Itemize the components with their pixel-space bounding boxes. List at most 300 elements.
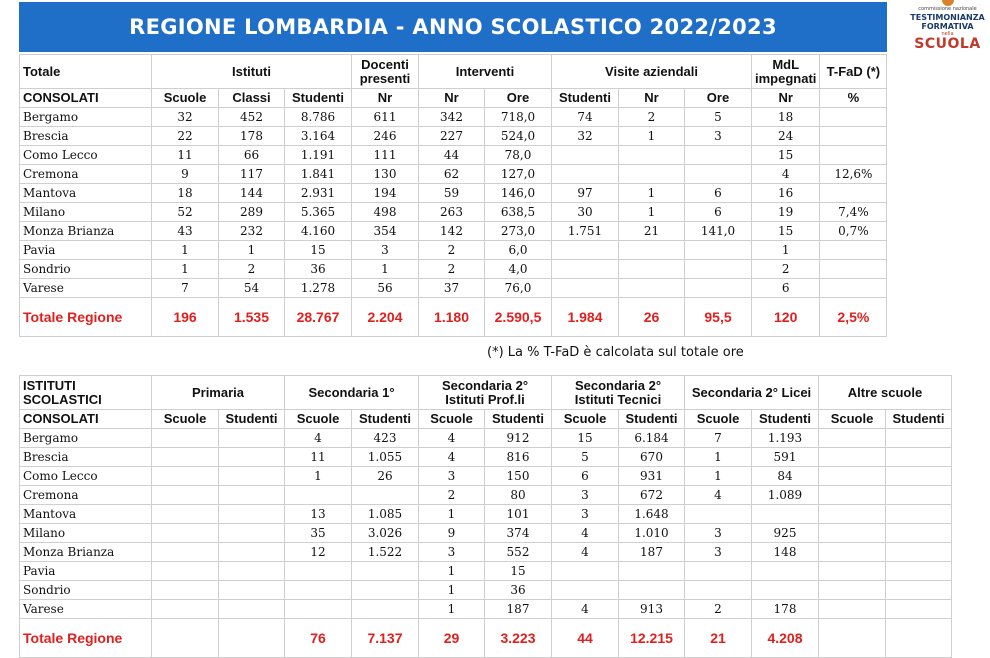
row-label: Pavia (20, 562, 152, 581)
table-row (20, 222, 887, 241)
table-cell: 117 (219, 165, 285, 184)
table-cell (619, 260, 685, 279)
table-cell: 148 (752, 543, 819, 562)
table-cell: 15 (552, 429, 619, 448)
table-cell (352, 581, 419, 600)
total-row (20, 298, 887, 337)
table-cell: 15 (485, 562, 552, 581)
table-cell (886, 600, 952, 619)
table-cell: 21 (619, 222, 685, 241)
table-cell: 4 (552, 543, 619, 562)
total-cell: 2,5% (820, 298, 887, 337)
table-cell: 1 (619, 203, 685, 222)
header-totale: Totale (20, 55, 152, 89)
table-cell: 1 (752, 241, 820, 260)
table-cell (285, 600, 352, 619)
table-cell: 7 (685, 429, 752, 448)
table-cell: 1 (619, 127, 685, 146)
table-cell (886, 581, 952, 600)
row-label: Varese (20, 600, 152, 619)
table-cell (619, 241, 685, 260)
header-sec2-prof: Secondaria 2° Istituti Prof.li (419, 376, 552, 410)
table-cell (820, 260, 887, 279)
subheader-studenti: Studenti (619, 410, 685, 429)
total-cell: 12.215 (619, 619, 685, 658)
table-cell (619, 279, 685, 298)
total-cell: 2.590,5 (485, 298, 552, 337)
row-label: Monza Brianza (20, 222, 152, 241)
table-cell (619, 562, 685, 581)
table-row (20, 448, 952, 467)
table-row (20, 505, 952, 524)
table-cell (152, 467, 219, 486)
table-cell (219, 505, 285, 524)
table-cell: 1 (152, 241, 219, 260)
table-cell: 611 (352, 108, 419, 127)
table-cell: 62 (419, 165, 485, 184)
table-cell: 1.841 (285, 165, 352, 184)
total-cell (152, 619, 219, 658)
total-cell: 1.984 (552, 298, 619, 337)
table-row (20, 260, 887, 279)
table-cell (685, 146, 752, 165)
table-cell: 6,0 (485, 241, 552, 260)
table-cell (352, 486, 419, 505)
table-cell: 3 (419, 467, 485, 486)
table-cell (552, 581, 619, 600)
table-cell: 4 (552, 600, 619, 619)
table-cell (219, 524, 285, 543)
total-cell: 120 (752, 298, 820, 337)
subheader-studenti: Studenti (752, 410, 819, 429)
row-label: Bergamo (20, 108, 152, 127)
row-label: Brescia (20, 448, 152, 467)
table-cell (152, 505, 219, 524)
table-cell: 127,0 (485, 165, 552, 184)
subheader-scuole: Scuole (285, 410, 352, 429)
table-cell (819, 429, 886, 448)
table-cell: 1.522 (352, 543, 419, 562)
table-cell (820, 146, 887, 165)
table-cell: 1 (419, 581, 485, 600)
subheader-studenti: Studenti (352, 410, 419, 429)
table-cell: 3 (552, 486, 619, 505)
total-cell: 3.223 (485, 619, 552, 658)
table-cell: 178 (219, 127, 285, 146)
table-cell: 30 (552, 203, 619, 222)
logo-small-text: commissione nazionale (918, 6, 977, 12)
table-cell: 232 (219, 222, 285, 241)
table-cell: 1 (685, 467, 752, 486)
table-cell: 452 (219, 108, 285, 127)
table-cell: 78,0 (485, 146, 552, 165)
table-cell (152, 600, 219, 619)
subheader-studenti: Studenti (219, 410, 285, 429)
table-cell: 80 (485, 486, 552, 505)
table-cell: 150 (485, 467, 552, 486)
table-cell (152, 429, 219, 448)
logo-small-text2: nella (941, 31, 954, 37)
table-cell: 84 (752, 467, 819, 486)
table-cell (819, 505, 886, 524)
table-cell (819, 543, 886, 562)
table-cell (685, 581, 752, 600)
table-cell (219, 486, 285, 505)
table-cell (685, 165, 752, 184)
table-cell: 16 (752, 184, 820, 203)
table-cell (685, 562, 752, 581)
table-cell: 3 (419, 543, 485, 562)
table-cell: 76,0 (485, 279, 552, 298)
table-cell: 130 (352, 165, 419, 184)
table-row (20, 600, 952, 619)
activity-table-body (20, 108, 887, 337)
table-cell: 15 (752, 146, 820, 165)
table-cell: 2 (752, 260, 820, 279)
table-cell (285, 581, 352, 600)
table-cell: 101 (485, 505, 552, 524)
table-cell: 6 (685, 184, 752, 203)
table-cell (820, 127, 887, 146)
total-label: Totale Regione (20, 298, 152, 337)
table-cell: 524,0 (485, 127, 552, 146)
table-cell: 32 (552, 127, 619, 146)
table-cell: 3 (552, 505, 619, 524)
table-cell (552, 260, 619, 279)
table-cell (819, 486, 886, 505)
table-row (20, 108, 887, 127)
total-cell (819, 619, 886, 658)
table-cell (886, 467, 952, 486)
table-cell: 6 (685, 203, 752, 222)
schools-subheader-row (20, 410, 952, 429)
table-cell: 7,4% (820, 203, 887, 222)
table-cell: 141,0 (685, 222, 752, 241)
table-cell: 66 (219, 146, 285, 165)
table-cell: 718,0 (485, 108, 552, 127)
row-label: Como Lecco (20, 467, 152, 486)
table-cell: 1 (352, 260, 419, 279)
subheader-studenti: Studenti (485, 410, 552, 429)
table-cell: 3 (685, 543, 752, 562)
table-cell: 1 (219, 241, 285, 260)
total-cell: 95,5 (685, 298, 752, 337)
table-row (20, 467, 952, 486)
table-cell: 59 (419, 184, 485, 203)
table-cell: 1.751 (552, 222, 619, 241)
table-cell (219, 429, 285, 448)
table-cell: 374 (485, 524, 552, 543)
table-cell: 97 (552, 184, 619, 203)
table-cell: 26 (352, 467, 419, 486)
table-cell (819, 581, 886, 600)
table-cell (619, 165, 685, 184)
header-altre-scuole: Altre scuole (819, 376, 952, 410)
header-tfad: T-FaD (*) (820, 55, 887, 89)
logo-line1: TESTIMONIANZA (910, 13, 985, 22)
table-cell: 4 (752, 165, 820, 184)
row-label: Mantova (20, 184, 152, 203)
table-cell: 816 (485, 448, 552, 467)
table-cell (352, 600, 419, 619)
total-cell: 4.208 (752, 619, 819, 658)
table-cell: 35 (285, 524, 352, 543)
table-cell: 3 (685, 524, 752, 543)
table-cell: 2.931 (285, 184, 352, 203)
header-interventi: Interventi (419, 55, 552, 89)
table-cell: 342 (419, 108, 485, 127)
table-cell: 8.786 (285, 108, 352, 127)
row-label: Sondrio (20, 581, 152, 600)
table-cell (352, 562, 419, 581)
table-cell: 1 (419, 600, 485, 619)
total-cell: 21 (685, 619, 752, 658)
table-cell: 194 (352, 184, 419, 203)
table-row (20, 524, 952, 543)
table-cell (552, 146, 619, 165)
table-cell (685, 505, 752, 524)
subheader-visite-ore: Ore (685, 89, 752, 108)
header-docenti: Docenti presenti (352, 55, 419, 89)
table-cell: 5 (552, 448, 619, 467)
table-cell (820, 108, 887, 127)
table-cell: 111 (352, 146, 419, 165)
table-row (20, 184, 887, 203)
table-cell: 4 (419, 429, 485, 448)
table-cell (886, 524, 952, 543)
table-cell (685, 260, 752, 279)
table-cell: 36 (485, 581, 552, 600)
table-cell: 19 (752, 203, 820, 222)
subheader-scuole: Scuole (552, 410, 619, 429)
table-cell: 22 (152, 127, 219, 146)
table-cell: 32 (152, 108, 219, 127)
subheader-studenti: Studenti (285, 89, 352, 108)
table-cell: 354 (352, 222, 419, 241)
header-secondaria1: Secondaria 1° (285, 376, 419, 410)
table-cell: 1.278 (285, 279, 352, 298)
total-cell: 44 (552, 619, 619, 658)
table-cell: 1 (285, 467, 352, 486)
table-row (20, 581, 952, 600)
table-cell: 925 (752, 524, 819, 543)
table-cell: 1.648 (619, 505, 685, 524)
table-cell: 4 (685, 486, 752, 505)
row-label: Cremona (20, 486, 152, 505)
row-label: Varese (20, 279, 152, 298)
table-cell (685, 241, 752, 260)
table-cell (886, 543, 952, 562)
table-cell: 423 (352, 429, 419, 448)
table-cell: 4.160 (285, 222, 352, 241)
header-sec2-licei: Secondaria 2° Licei (685, 376, 819, 410)
table-cell (552, 241, 619, 260)
table-cell (285, 486, 352, 505)
table-cell: 2 (419, 260, 485, 279)
header-visite: Visite aziendali (552, 55, 752, 89)
table-cell: 18 (752, 108, 820, 127)
table-cell: 18 (152, 184, 219, 203)
subheader-mdl-nr: Nr (752, 89, 820, 108)
table-cell: 3.164 (285, 127, 352, 146)
total-cell (886, 619, 952, 658)
table-cell (152, 543, 219, 562)
row-label: Monza Brianza (20, 543, 152, 562)
subheader-scuole: Scuole (819, 410, 886, 429)
table-cell: 1.010 (619, 524, 685, 543)
table-cell (552, 562, 619, 581)
subheader-visite-studenti: Studenti (552, 89, 619, 108)
table-cell: 3 (685, 127, 752, 146)
subheader-consolati: CONSOLATI (20, 410, 152, 429)
table-row (20, 486, 952, 505)
page-title: REGIONE LOMBARDIA - ANNO SCOLASTICO 2022/2023 (19, 2, 887, 52)
table-cell (752, 562, 819, 581)
row-label: Cremona (20, 165, 152, 184)
table-cell: 638,5 (485, 203, 552, 222)
table-cell (819, 600, 886, 619)
table-cell: 6 (552, 467, 619, 486)
table-cell: 4,0 (485, 260, 552, 279)
table-cell: 142 (419, 222, 485, 241)
total-cell (219, 619, 285, 658)
total-cell: 196 (152, 298, 219, 337)
table-cell: 5 (685, 108, 752, 127)
table-cell: 3 (352, 241, 419, 260)
total-cell: 7.137 (352, 619, 419, 658)
table-cell (752, 505, 819, 524)
table-cell: 144 (219, 184, 285, 203)
table-cell: 931 (619, 467, 685, 486)
total-cell: 1.180 (419, 298, 485, 337)
row-label: Bergamo (20, 429, 152, 448)
table-row (20, 146, 887, 165)
total-row (20, 619, 952, 658)
table-cell (152, 524, 219, 543)
row-label: Pavia (20, 241, 152, 260)
table-cell (886, 486, 952, 505)
table-cell: 273,0 (485, 222, 552, 241)
row-label: Mantova (20, 505, 152, 524)
subheader-pct: % (820, 89, 887, 108)
table-cell (819, 562, 886, 581)
total-cell: 1.535 (219, 298, 285, 337)
table-cell: 7 (152, 279, 219, 298)
table-cell: 1.193 (752, 429, 819, 448)
table-cell (219, 581, 285, 600)
table-cell (886, 448, 952, 467)
table-cell: 11 (152, 146, 219, 165)
table-cell: 2 (619, 108, 685, 127)
table-cell (619, 146, 685, 165)
logo-line2: FORMATIVA (921, 22, 974, 31)
table-cell: 4 (552, 524, 619, 543)
table-cell: 2 (219, 260, 285, 279)
table-cell (886, 429, 952, 448)
table-cell (219, 448, 285, 467)
table-cell: 187 (619, 543, 685, 562)
table-cell: 1 (685, 448, 752, 467)
subheader-studenti: Studenti (886, 410, 952, 429)
table-cell (219, 562, 285, 581)
table-cell: 1.089 (752, 486, 819, 505)
total-cell: 29 (419, 619, 485, 658)
table-cell (819, 467, 886, 486)
table-cell: 3.026 (352, 524, 419, 543)
table-cell (152, 448, 219, 467)
table-cell: 2 (419, 241, 485, 260)
table-cell (285, 562, 352, 581)
table-cell: 6 (752, 279, 820, 298)
table-cell (152, 562, 219, 581)
header-sec2-tecnici: Secondaria 2° Istituti Tecnici (552, 376, 685, 410)
table-row (20, 165, 887, 184)
table-cell: 36 (285, 260, 352, 279)
row-label: Brescia (20, 127, 152, 146)
table-cell: 591 (752, 448, 819, 467)
subheader-classi: Classi (219, 89, 285, 108)
table-cell: 12 (285, 543, 352, 562)
table-cell: 1.055 (352, 448, 419, 467)
table-row (20, 429, 952, 448)
table-row (20, 203, 887, 222)
table-cell (820, 241, 887, 260)
table-cell: 913 (619, 600, 685, 619)
table-cell: 1 (419, 505, 485, 524)
header-mdl: MdL impegnati (752, 55, 820, 89)
table-cell: 246 (352, 127, 419, 146)
table-cell: 12,6% (820, 165, 887, 184)
table-cell (219, 467, 285, 486)
table-cell: 146,0 (485, 184, 552, 203)
table-cell (219, 600, 285, 619)
table-cell: 5.365 (285, 203, 352, 222)
table-cell: 52 (152, 203, 219, 222)
table-cell: 1 (619, 184, 685, 203)
table-row (20, 279, 887, 298)
table-cell: 4 (419, 448, 485, 467)
subheader-scuole: Scuole (685, 410, 752, 429)
table-row (20, 543, 952, 562)
logo-line3: SCUOLA (914, 36, 981, 52)
table-cell: 912 (485, 429, 552, 448)
table-cell: 9 (152, 165, 219, 184)
table-cell: 1.085 (352, 505, 419, 524)
schools-table (19, 375, 952, 658)
table-cell: 56 (352, 279, 419, 298)
total-cell: 2.204 (352, 298, 419, 337)
table-cell: 43 (152, 222, 219, 241)
table-cell: 37 (419, 279, 485, 298)
table-cell: 2 (419, 486, 485, 505)
table-cell: 15 (285, 241, 352, 260)
table-cell: 9 (419, 524, 485, 543)
table-cell (886, 505, 952, 524)
table-row (20, 127, 887, 146)
header-primaria: Primaria (152, 376, 285, 410)
table-cell (886, 562, 952, 581)
total-label: Totale Regione (20, 619, 152, 658)
total-cell: 76 (285, 619, 352, 658)
subheader-consolati: CONSOLATI (20, 89, 152, 108)
table-cell: 670 (619, 448, 685, 467)
table-cell: 74 (552, 108, 619, 127)
table-cell: 6.184 (619, 429, 685, 448)
table-cell (820, 184, 887, 203)
table-cell (820, 279, 887, 298)
table-cell: 24 (752, 127, 820, 146)
subheader-scuole: Scuole (152, 89, 219, 108)
